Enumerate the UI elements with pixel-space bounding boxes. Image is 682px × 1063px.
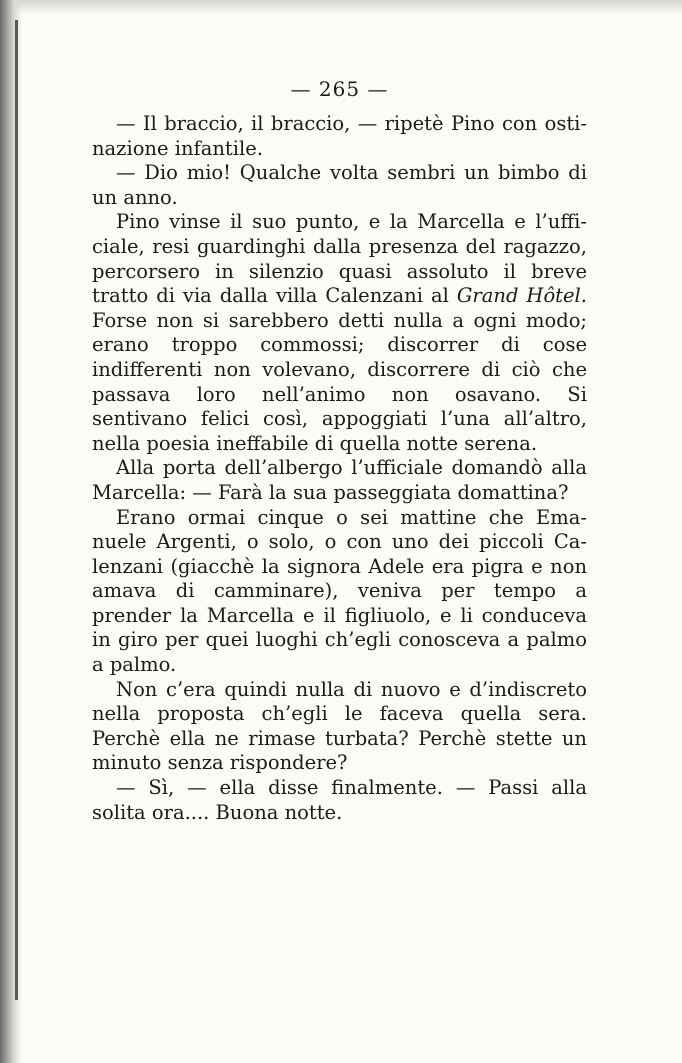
paragraph-4: Alla porta dell’albergo l’ufficiale domandò alla Marcella: — Farà la sua passeggiata domattina? (92, 456, 587, 504)
paragraph-3-text-after: Forse non si sarebbero detti nulla a ogni modo; erano troppo commossi; discorrer di cose indifferenti non volevano, discorrere di ciò che passava loro nell’animo non osavano. Si sentivano felici così, appoggiati l’una all’altro, nella poesia ineffabile di quella notte serena. (92, 308, 587, 455)
paragraph-7: — Sì, — ella disse finalmente. — Passi alla solita ora.... Buona notte. (92, 776, 587, 824)
top-edge-shadow (0, 0, 682, 14)
hotel-name: Grand Hôtel. (456, 284, 587, 308)
page-number: — 265 — (290, 77, 389, 101)
paragraph-3-text-before: Pino vinse il suo punto, e la Marcella e l’uffi-ciale, resi guardinghi dalla presenza del ragazzo, percorsero in silenzio quasi assoluto il breve tratto di via dalla villa Calenzani al (92, 210, 587, 308)
page-content (92, 76, 587, 825)
binding-edge (0, 0, 22, 1063)
paragraph-3 (92, 210, 587, 456)
binding-line (15, 20, 18, 1000)
paragraph-5: Erano ormai cinque o sei mattine che Ema-nuele Argenti, o solo, o con uno dei piccoli Ca-lenzani (giacchè la signora Adele era pigra e non amava di camminare), veniva per tempo a prender la Marcella e il figliuolo, e li conduceva in giro per quei luoghi ch’egli conosceva a palmo a palmo. (92, 505, 587, 677)
paragraph-6: Non c’era quindi nulla di nuovo e d’indiscreto nella proposta ch’egli le faceva quella sera. Perchè ella ne rimase turbata? Perchè stette un minuto senza rispondere? (92, 677, 587, 775)
paragraph-2: — Dio mio! Qualche volta sembri un bimbo di un anno. (92, 161, 587, 209)
paragraph-1: — Il braccio, il braccio, — ripetè Pino con osti-nazione infantile. (92, 112, 587, 160)
